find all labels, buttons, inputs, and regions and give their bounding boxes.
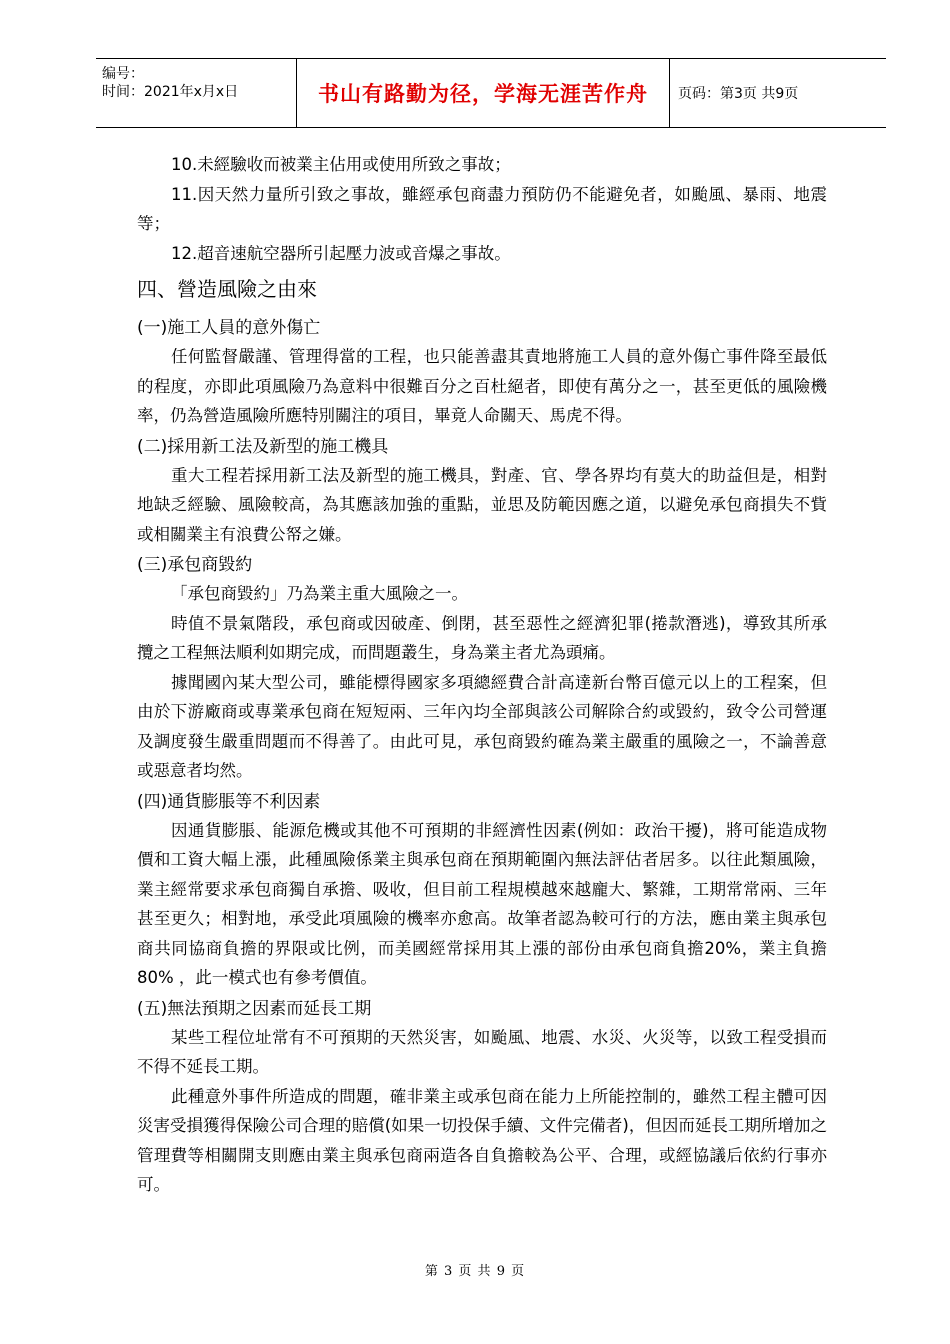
subsection-heading-2: (二)採用新工法及新型的施工機具 [137, 436, 389, 457]
paragraph: 此種意外事件所造成的問題，確非業主或承包商在能力上所能控制的，雖然工程主體可因災害受損獲得保險公司合理的賠償(如果一切投保手續、文件完備者)，但因而延長工期所增加之管理費等相關開支則應由業主與承包商兩造各自負擔較為公平、合理，或經協議后依約行事亦可。 [137, 1086, 827, 1194]
document-time-label: 时间：2021年x月x日 [102, 84, 239, 100]
subsection-heading-1: (一)施工人員的意外傷亡 [137, 318, 321, 338]
document-number-label: 编号： [102, 66, 144, 82]
header-motto: 书山有路勤为径，学海无涯苦作舟 [296, 59, 670, 127]
paragraph: 因通貨膨脹、能源危機或其他不可預期的非經濟性因素(例如：政治干擾)，將可能造成物價和工資大幅上漲，此種風險係業主與承包商在預期範圍內無法評估者居多。以往此類風險，業主經常要求承包商獨自承擔、吸收，但目前工程規模越來越龐大、繁雜，工期常常兩、三年甚至更久；相對地，承受此項風險的機率亦愈高。故筆者認為較可行的方法，應由業主與承包商共同協商負擔的界限或比例，而美國經常採用其上漲的部份由承包商負擔20%，業主負擔80% ，此一模式也有參考價值。 [137, 820, 827, 987]
section-heading-4: 四、營造風險之由來 [137, 277, 317, 301]
paragraph: 時值不景氣階段，承包商或因破產、倒閉，甚至惡性之經濟犯罪(捲款潛逃)，導致其所承攬之工程無法順利如期完成，而問題叢生，身為業主者尤為頭痛。 [137, 613, 827, 662]
page-footer: 第 3 页 共 9 页 [424, 1264, 526, 1279]
paragraph: 任何監督嚴謹、管理得當的工程，也只能善盡其責地將施工人員的意外傷亡事件降至最低的程度，亦即此項風險乃為意料中很難百分之百杜絕者，即使有萬分之一，甚至更低的風險機率，仍為營造風險所應特別關注的項目，畢竟人命關天、馬虎不得。 [137, 347, 827, 425]
header-meta [96, 59, 296, 127]
paragraph: 重大工程若採用新工法及新型的施工機具，對產、官、學各界均有莫大的助益但是，相對地缺乏經驗、風險較高，為其應該加強的重點，並思及防範因應之道，以避免承包商損失不貲或相關業主有浪費公帑之嫌。 [137, 465, 827, 544]
paragraph-item-12: 12.超音速航空器所引起壓力波或音爆之事故。 [171, 243, 511, 263]
paragraph: 據聞國內某大型公司，雖能標得國家多項總經費合計高達新台幣百億元以上的工程案，但由於下游廠商或專業承包商在短短兩、三年內均全部與該公司解除合約或毀約，致令公司營運及調度發生嚴重問題而不得善了。由此可見，承包商毀約確為業主嚴重的風險之一，不論善意或惡意者均然。 [137, 672, 827, 780]
page-header [96, 58, 886, 128]
paragraph: 某些工程位址常有不可預期的天然災害，如颱風、地震、水災、火災等，以致工程受損而不得不延長工期。 [137, 1027, 827, 1076]
header-page-label: 页码：第3页 共9页 [678, 86, 799, 102]
subsection-heading-5: (五)無法預期之因素而延長工期 [137, 998, 372, 1019]
subsection-heading-4: (四)通貨膨脹等不利因素 [137, 791, 321, 812]
paragraph-item-10: 10.未經驗收而被業主佔用或使用所致之事故； [171, 155, 511, 174]
subsection-heading-3: (三)承包商毀約 [137, 555, 253, 575]
paragraph-item-11: 11.因天然力量所引致之事故，雖經承包商盡力預防仍不能避免者，如颱風、暴雨、地震等； [137, 184, 827, 233]
document-body [137, 150, 827, 1200]
paragraph: 「承包商毀約」乃為業主重大風險之一。 [171, 584, 468, 603]
